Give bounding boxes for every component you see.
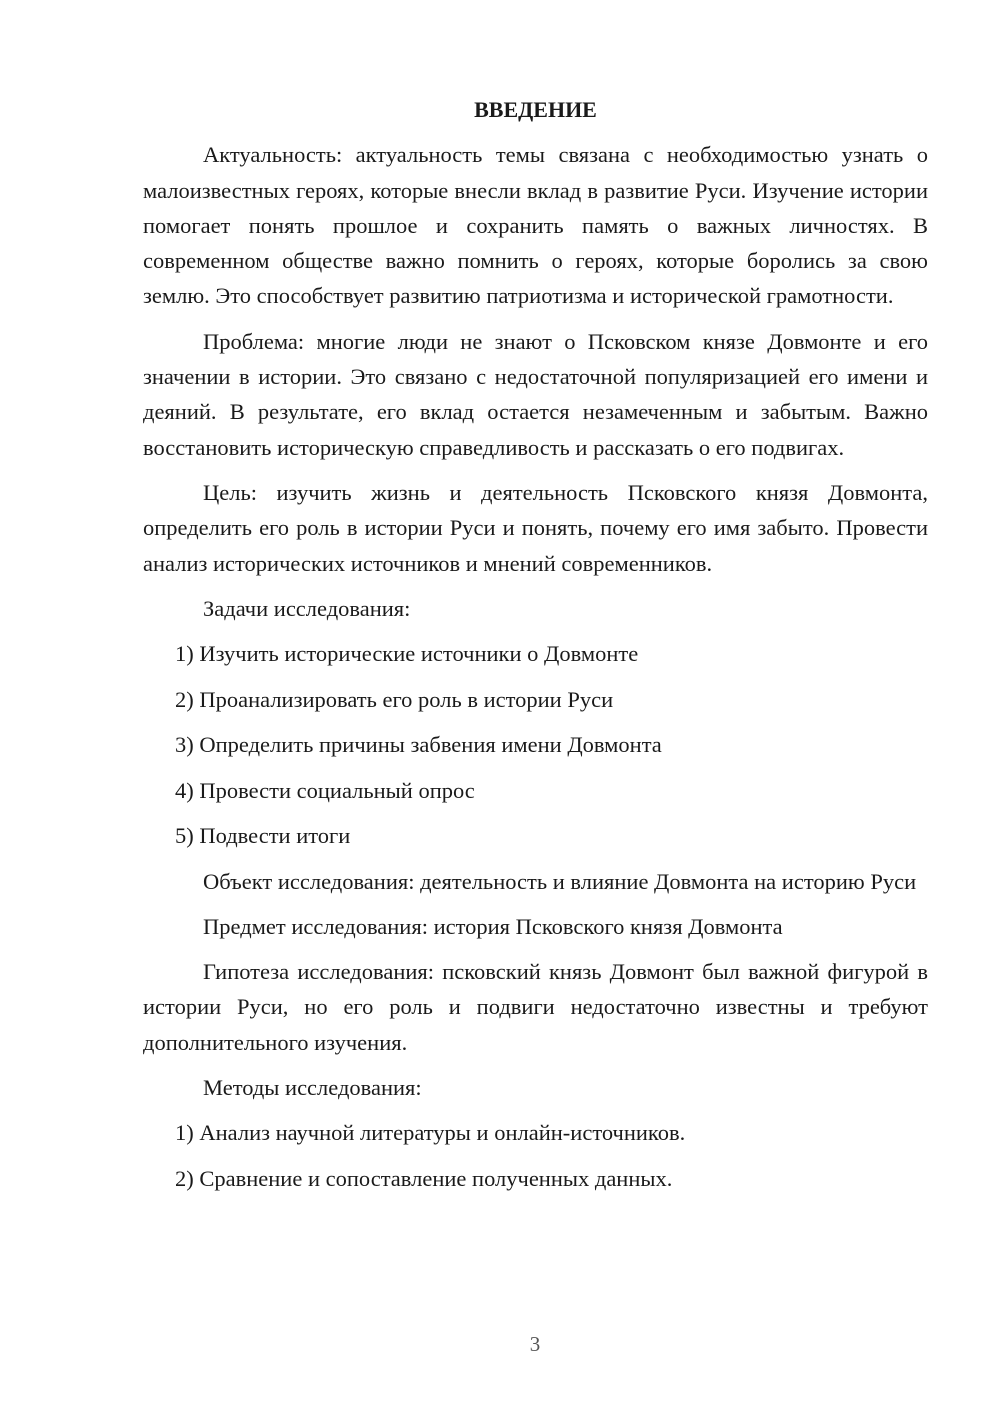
page-number: 3	[529, 1332, 541, 1356]
methods-heading: Методы исследования:	[203, 1075, 422, 1101]
goal-paragraph: Цель: изучить жизнь и деятельность Псковского князя Довмонта, определить его роль в истории Руси и понять, почему его имя забыто. Провести анализ исторических источников и мнений современников.	[143, 479, 928, 576]
tasks-list	[143, 636, 928, 853]
section-title: ВВЕДЕНИЕ	[474, 97, 597, 122]
list-item: 5) Подвести итоги	[175, 823, 351, 849]
list-item: 2) Проанализировать его роль в истории Руси	[175, 686, 614, 712]
subject-paragraph: Предмет исследования: история Псковского князя Довмонта	[203, 913, 783, 939]
hypothesis-paragraph: Гипотеза исследования: псковский князь Довмонт был важной фигурой в истории Руси, но его роль и подвиги недостаточно известны и требуют дополнительного изучения.	[143, 959, 928, 1055]
problem-paragraph: Проблема: многие люди не знают о Псковском князе Довмонте и его значении в истории. Это связано с недостаточной популяризацией его имени и деяний. В результате, его вклад остается незамеченным и забытым. Важно восстановить историческую справедливость и рассказать о его подвигах.	[143, 328, 928, 460]
methods-list	[143, 1115, 928, 1196]
object-paragraph: Объект исследования: деятельность и влияние Довмонта на историю Руси	[203, 868, 917, 894]
list-item: 4) Провести социальный опрос	[175, 777, 475, 803]
list-item: 3) Определить причины забвения имени Довмонта	[175, 732, 662, 758]
tasks-heading: Задачи исследования:	[203, 595, 411, 621]
list-item: 2) Сравнение и сопоставление полученных данных.	[175, 1165, 673, 1191]
document-page	[143, 92, 928, 1206]
list-item: 1) Изучить исторические источники о Довмонте	[175, 641, 639, 667]
relevance-paragraph: Актуальность: актуальность темы связана с необходимостью узнать о малоизвестных героях, которые внесли вклад в развитие Руси. Изучение истории помогает понять прошлое и сохранить память о важных личностях. В современном обществе важно помнить о героях, которые боролись за свою землю. Это способствует развитию патриотизма и исторической грамотности.	[143, 142, 928, 309]
list-item: 1) Анализ научной литературы и онлайн-источников.	[175, 1120, 686, 1146]
